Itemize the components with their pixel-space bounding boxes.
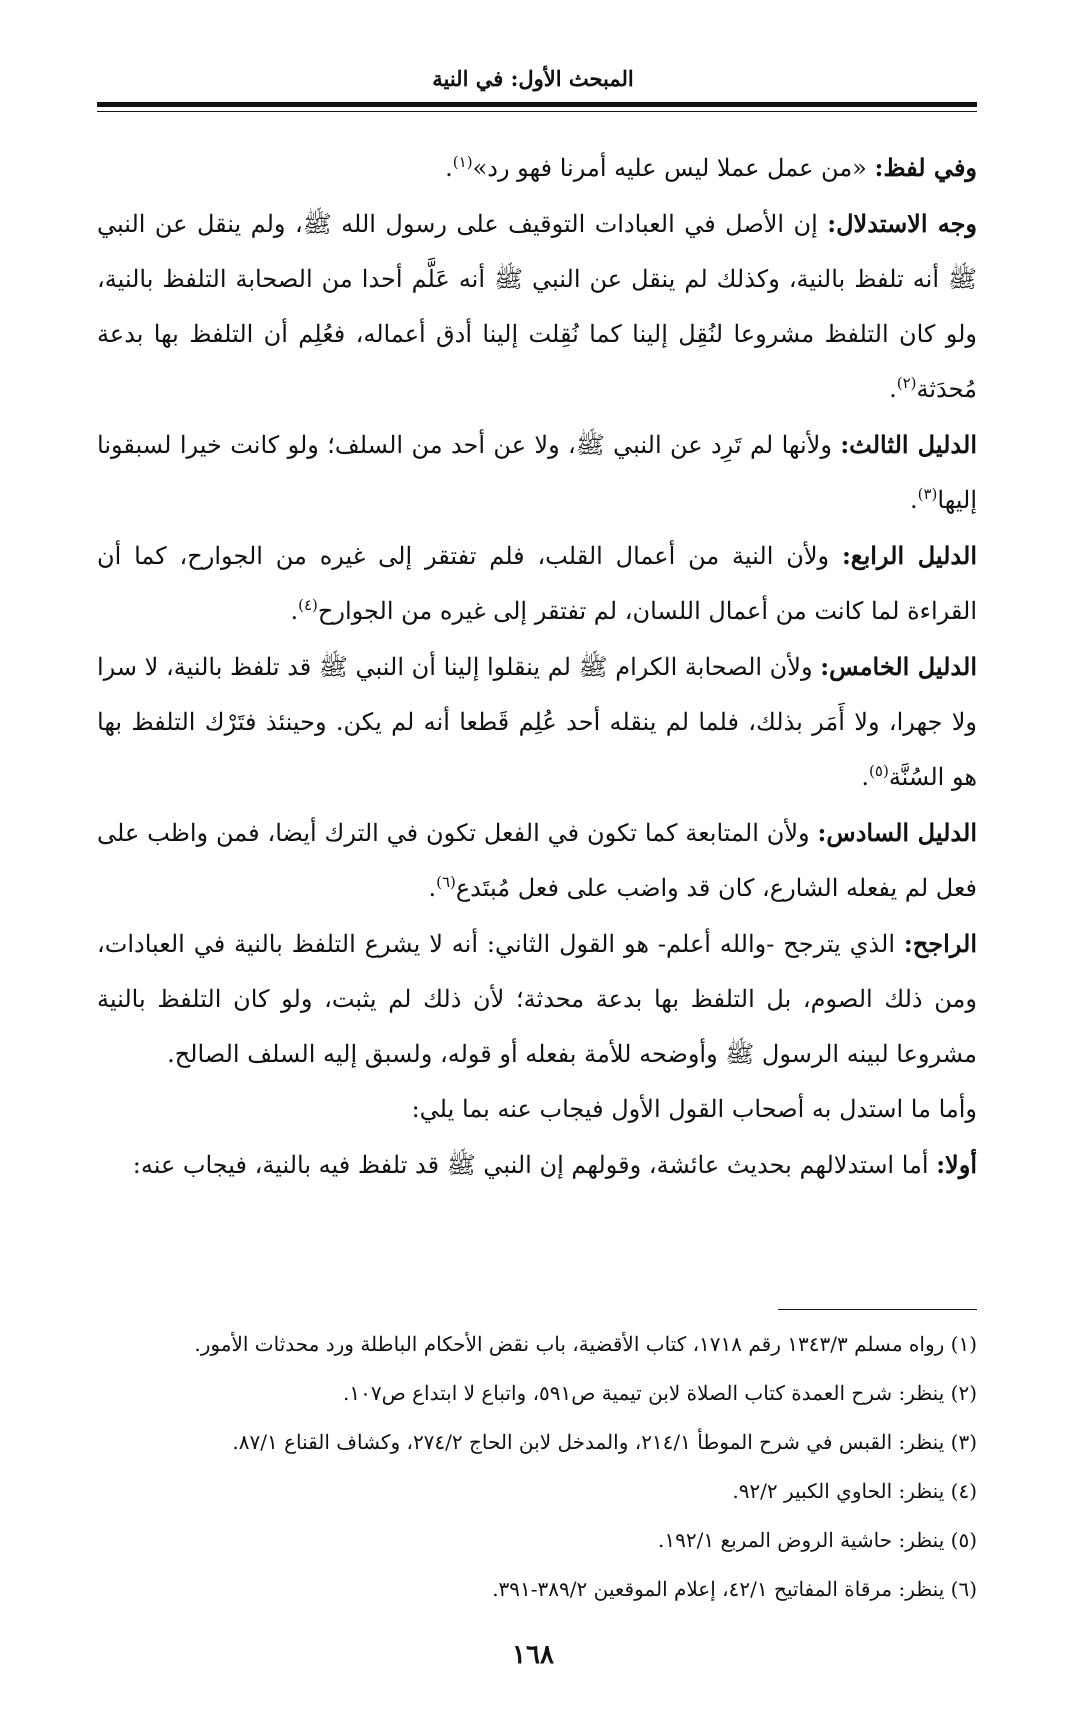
paragraph [97,1082,977,1137]
paragraph [97,417,977,528]
paragraph [97,196,977,417]
paragraph [97,916,977,1082]
paragraph-text: ولأن المتابعة كما تكون في الفعل تكون في الترك أيضا، فمن واظب على فعل لم يفعله الشارع، كان قد واضب على فعل مُبتَدع [97,819,977,902]
paragraph-term: وجه الاستدلال: [827,209,978,238]
footnote-ref[interactable]: (١) [452,153,473,171]
header-rule [97,102,977,107]
paragraph-term: الدليل الخامس: [820,652,978,681]
paragraph-text: ولأن النية من أعمال القلب، فلم تفتقر إلى غيره من الجوارح، كما أن القراءة لما كانت من أعمال اللسان، لم تفتقر إلى غيره من الجوارح [97,542,977,625]
footnote-ref[interactable]: (٤) [298,596,318,614]
paragraph-tail: . [861,763,870,791]
footnote: (١) رواه مسلم ١٣٤٣/٣ رقم ١٧١٨، كتاب الأقضية، باب نقض الأحكام الباطلة ورد محدثات الأمور. [194,1332,977,1356]
page-header-title: المبحث الأول: في النية [432,66,634,91]
page-number: ١٦٨ [512,1640,554,1670]
footnote-ref[interactable]: (٥) [869,762,889,780]
footnote-ref[interactable]: (٢) [896,374,917,392]
paragraph-text: «من عمل عملا ليس عليه أمرنا فهو رد» [472,154,875,182]
paragraph-tail: . [889,375,897,403]
paragraph-text: أما استدلالهم بحديث عائشة، وقولهم إن النبي ﷺ قد تلفظ فيه بالنية، فيجاب عنه: [132,1151,937,1179]
paragraph-text: الذي يترجح -والله أعلم- هو القول الثاني: أنه لا يشرع التلفظ بالنية في العبادات، ومن ذلك الصوم، بل التلفظ بها بدعة محدثة؛ لأن ذلك لم يثبت، ولو كان التلفظ بالنية مشروعا لبينه الرسول ﷺ وأوضحه للأمة بفعله أو قوله، ولسبق إليه السلف الصالح. [97,930,977,1068]
paragraph [97,1137,977,1193]
paragraph-term: الدليل الثالث: [840,430,977,459]
paragraph-term: أولا: [936,1150,977,1179]
footnotes [97,1320,977,1614]
footnote: (٤) ينظر: الحاوي الكبير ٩٢/٢. [732,1479,977,1503]
paragraph-text: ولأنها لم تَرِد عن النبي ﷺ، ولا عن أحد من السلف؛ ولو كانت خيرا لسبقونا إليها [97,431,977,514]
paragraph-text: ولأن الصحابة الكرام ﷺ لم ينقلوا إلينا أن النبي ﷺ قد تلفظ بالنية، لا سرا ولا جهرا، ولا أَمَر بذلك، فلما لم ينقله أحد عُلِم قَطعا أنه لم يكن. وحينئذ فتَرْك التلفظ بها هو السُنَّة [97,653,977,791]
footnote: (٣) ينظر: القبس في شرح الموطأ ٢١٤/١، والمدخل لابن الحاج ٢٧٤/٢، وكشاف القناع ٨٧/١. [232,1430,977,1454]
footnote: (٢) ينظر: شرح العمدة كتاب الصلاة لابن تيمية ص٥٩١، واتباع لا ابتداع ص١٠٧. [342,1381,977,1405]
paragraph [97,140,977,196]
footnote-ref[interactable]: (٦) [436,873,456,891]
paragraph-term: الراجح: [903,929,977,958]
main-text [97,140,977,1193]
paragraph [97,639,977,805]
footnote-ref[interactable]: (٣) [917,485,938,503]
paragraph [97,528,977,639]
paragraph [97,805,977,916]
paragraph-term: الدليل الرابع: [841,541,978,570]
paragraph-term: وفي لفظ: [874,153,977,182]
paragraph-text: إن الأصل في العبادات التوقيف على رسول الله ﷺ، ولم ينقل عن النبي ﷺ أنه تلفظ بالنية، وكذلك لم ينقل عن النبي ﷺ أنه عَلَّم أحدا من الصحابة التلفظ بالنية، ولو كان التلفظ مشروعا لنُقِل إلينا كما نُقِلت إلينا أدق أعماله، فعُلِم أن التلفظ بها بدعة مُحدَثة [97,210,977,403]
footnote: (٦) ينظر: مرقاة المفاتيح ٤٢/١، إعلام الموقعين ٣٨٩/٢-٣٩١. [492,1577,977,1601]
footnote: (٥) ينظر: حاشية الروض المربع ١٩٢/١. [658,1528,977,1552]
paragraph-tail: . [445,154,453,182]
header-rule-thin [97,111,977,112]
paragraph-term: الدليل السادس: [817,818,977,847]
footnote-separator [778,1309,977,1310]
paragraph-tail: . [428,874,437,902]
paragraph-text: وأما ما استدل به أصحاب القول الأول فيجاب عنه بما يلي: [411,1095,977,1123]
paragraph-tail: . [290,597,299,625]
paragraph-tail: . [909,486,918,514]
